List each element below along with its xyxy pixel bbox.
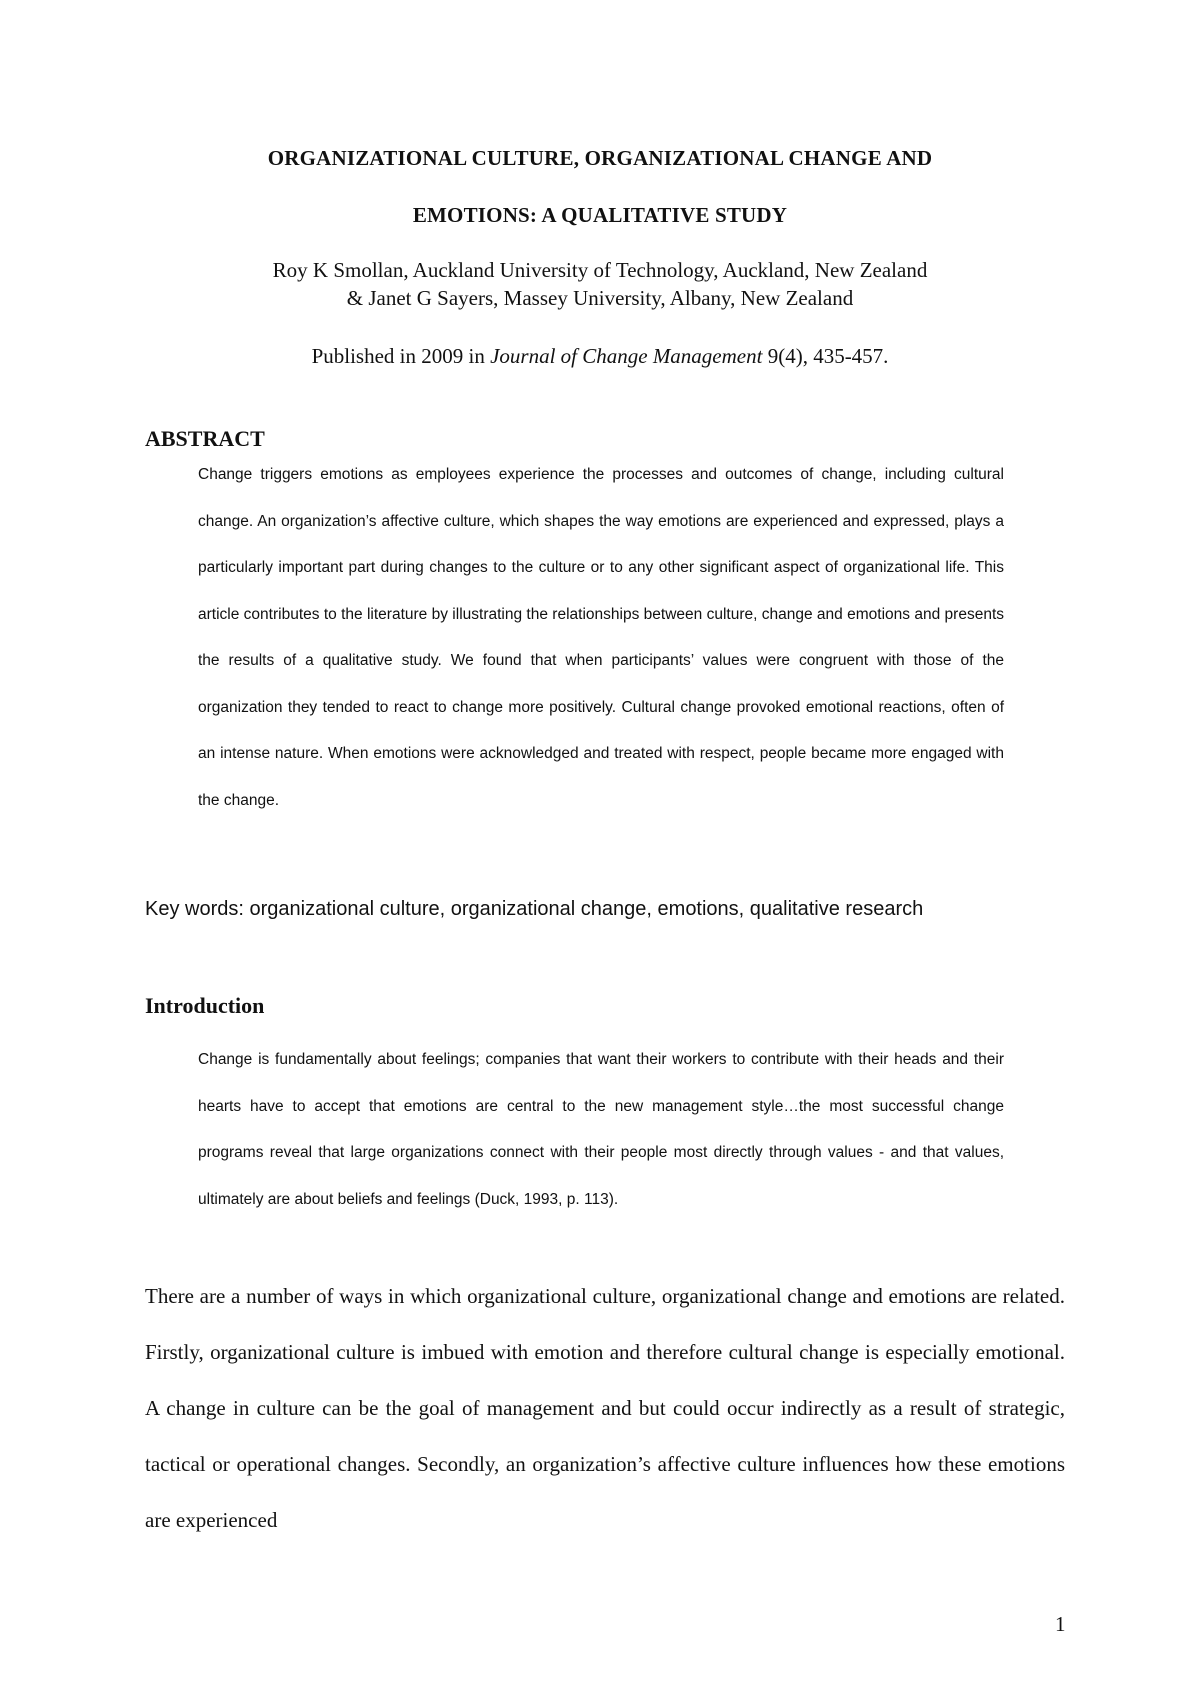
abstract-heading: ABSTRACT — [145, 426, 265, 451]
journal-name: Journal of Change Management — [490, 344, 763, 368]
authors-line-2: & Janet G Sayers, Massey University, Albany, New Zealand — [346, 286, 854, 310]
page-number: 1 — [1055, 1612, 1066, 1636]
block-quote: Change is fundamentally about feelings; companies that want their workers to contribute with their heads and their hearts have to accept that emotions are central to the new management style…the most successful change programs reveal that large organizations connect with their people most directly through values - and that values, ultimately are about beliefs and feelings (Duck, 1993, p. 113). — [198, 1051, 1004, 1208]
publication-info — [0, 344, 1200, 369]
introduction-heading: Introduction — [145, 993, 265, 1018]
authors-line-1: Roy K Smollan, Auckland University of Technology, Auckland, New Zealand — [272, 258, 928, 282]
abstract-text: Change triggers emotions as employees experience the processes and outcomes of change, including cultural change. An organization’s affective culture, which shapes the way emotions are experienced and expressed, plays a particularly important part during changes to the culture or to any other significant aspect of organizational life. This article contributes to the literature by illustrating the relationships between culture, change and emotions and presents the results of a qualitative study. We found that when participants’ values were congruent with those of the organization they tended to react to change more positively. Cultural change provoked emotional reactions, often of an intense nature. When emotions were acknowledged and treated with respect, people became more engaged with the change. — [198, 466, 1004, 809]
keywords-line: Key words: organizational culture, organizational change, emotions, qualitative research — [145, 898, 924, 920]
publication-prefix: Published in 2009 in — [311, 344, 491, 368]
publication-suffix: 9(4), 435-457. — [762, 344, 889, 368]
introduction-body-paragraph: There are a number of ways in which organizational culture, organizational change and emotions are related. Firstly, organizational culture is imbued with emotion and therefore cultural change is especially emotional. A change in culture can be the goal of management and but could occur indirectly as a result of strategic, tactical or operational changes. Secondly, an organization’s affective culture influences how these emotions are experienced — [145, 1284, 1065, 1532]
paper-title-line-1: ORGANIZATIONAL CULTURE, ORGANIZATIONAL CHANGE AND — [267, 146, 933, 170]
paper-title-line-2: EMOTIONS: A QUALITATIVE STUDY — [412, 203, 788, 227]
